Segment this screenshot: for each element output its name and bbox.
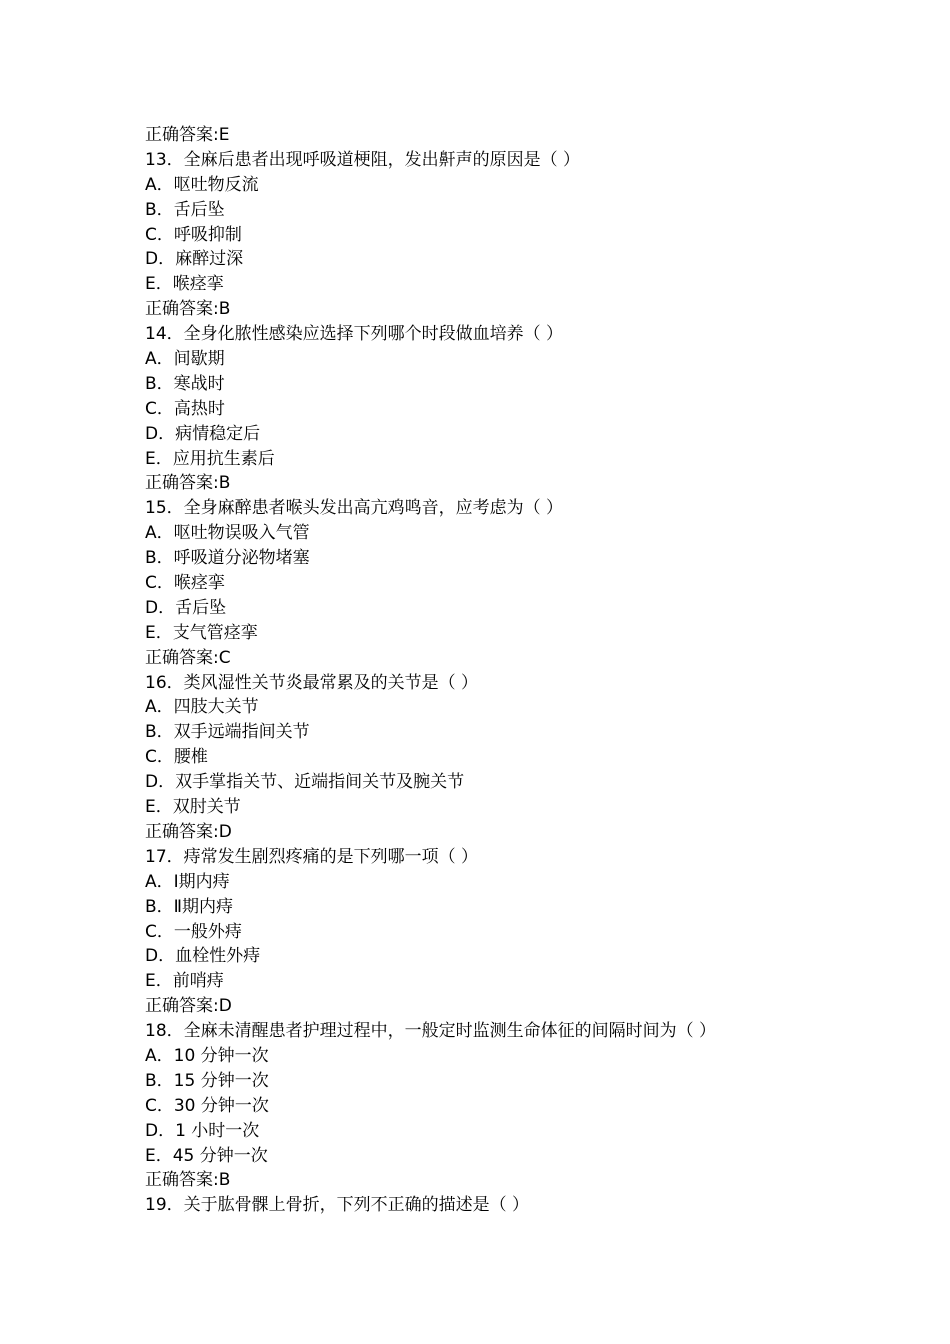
option-e: E．支气管痉挛 bbox=[145, 622, 258, 643]
answer-line: 正确答案:B bbox=[145, 1170, 231, 1191]
option-d: D．双手掌指关节、近端指间关节及腕关节 bbox=[145, 772, 465, 793]
option-e: E．前哨痔 bbox=[145, 971, 224, 992]
option-c: C．一般外痔 bbox=[145, 921, 242, 942]
answer-line: 正确答案:E bbox=[145, 125, 230, 145]
option-d: D．麻醉过深 bbox=[145, 249, 244, 270]
document-page bbox=[145, 123, 925, 1218]
option-b: B．呼吸道分泌物堵塞 bbox=[145, 548, 310, 569]
option-e: E．应用抗生素后 bbox=[145, 448, 275, 469]
answer-line: 正确答案:D bbox=[145, 996, 232, 1017]
option-e: E．45 分钟一次 bbox=[145, 1145, 268, 1166]
option-a: A．呕吐物误吸入气管 bbox=[145, 523, 310, 544]
option-a: A．10 分钟一次 bbox=[145, 1045, 269, 1066]
option-c: C．高热时 bbox=[145, 398, 225, 419]
option-d: D．血栓性外痔 bbox=[145, 946, 261, 967]
option-b: B．双手远端指间关节 bbox=[145, 722, 310, 743]
answer-line: 正确答案:B bbox=[145, 299, 231, 320]
question-15: 15．全身麻醉患者喉头发出高亢鸡鸣音，应考虑为（ ） bbox=[145, 498, 564, 519]
option-b: B．舌后坠 bbox=[145, 199, 225, 220]
option-b: B．寒战时 bbox=[145, 373, 225, 394]
question-13: 13．全麻后患者出现呼吸道梗阻，发出鼾声的原因是（ ） bbox=[145, 149, 581, 170]
option-b: B．15 分钟一次 bbox=[145, 1070, 269, 1091]
option-d: D．舌后坠 bbox=[145, 597, 227, 618]
option-c: C．喉痉挛 bbox=[145, 573, 225, 594]
option-e: E．喉痉挛 bbox=[145, 274, 224, 295]
option-a: A．间歇期 bbox=[145, 349, 225, 370]
option-a: A．四肢大关节 bbox=[145, 697, 259, 718]
option-c: C．30 分钟一次 bbox=[145, 1095, 269, 1116]
answer-line: 正确答案:C bbox=[145, 647, 231, 668]
option-c: C．呼吸抑制 bbox=[145, 224, 242, 245]
option-b: B．Ⅱ期内痔 bbox=[145, 896, 234, 917]
option-a: A．Ⅰ期内痔 bbox=[145, 871, 230, 892]
question-19: 19．关于肱骨髁上骨折，下列不正确的描述是（ ） bbox=[145, 1195, 530, 1216]
answer-line: 正确答案:B bbox=[145, 473, 231, 494]
option-a: A．呕吐物反流 bbox=[145, 174, 259, 195]
question-16: 16．类风湿性关节炎最常累及的关节是（ ） bbox=[145, 672, 479, 693]
option-d: D．1 小时一次 bbox=[145, 1120, 260, 1141]
option-e: E．双肘关节 bbox=[145, 797, 241, 818]
answer-line: 正确答案:D bbox=[145, 821, 232, 842]
question-17: 17．痔常发生剧烈疼痛的是下列哪一项（ ） bbox=[145, 846, 479, 867]
question-18: 18．全麻未清醒患者护理过程中，一般定时监测生命体征的间隔时间为（ ） bbox=[145, 1021, 717, 1042]
question-14: 14．全身化脓性感染应选择下列哪个时段做血培养（ ） bbox=[145, 324, 564, 345]
option-d: D．病情稳定后 bbox=[145, 423, 261, 444]
option-c: C．腰椎 bbox=[145, 747, 208, 768]
